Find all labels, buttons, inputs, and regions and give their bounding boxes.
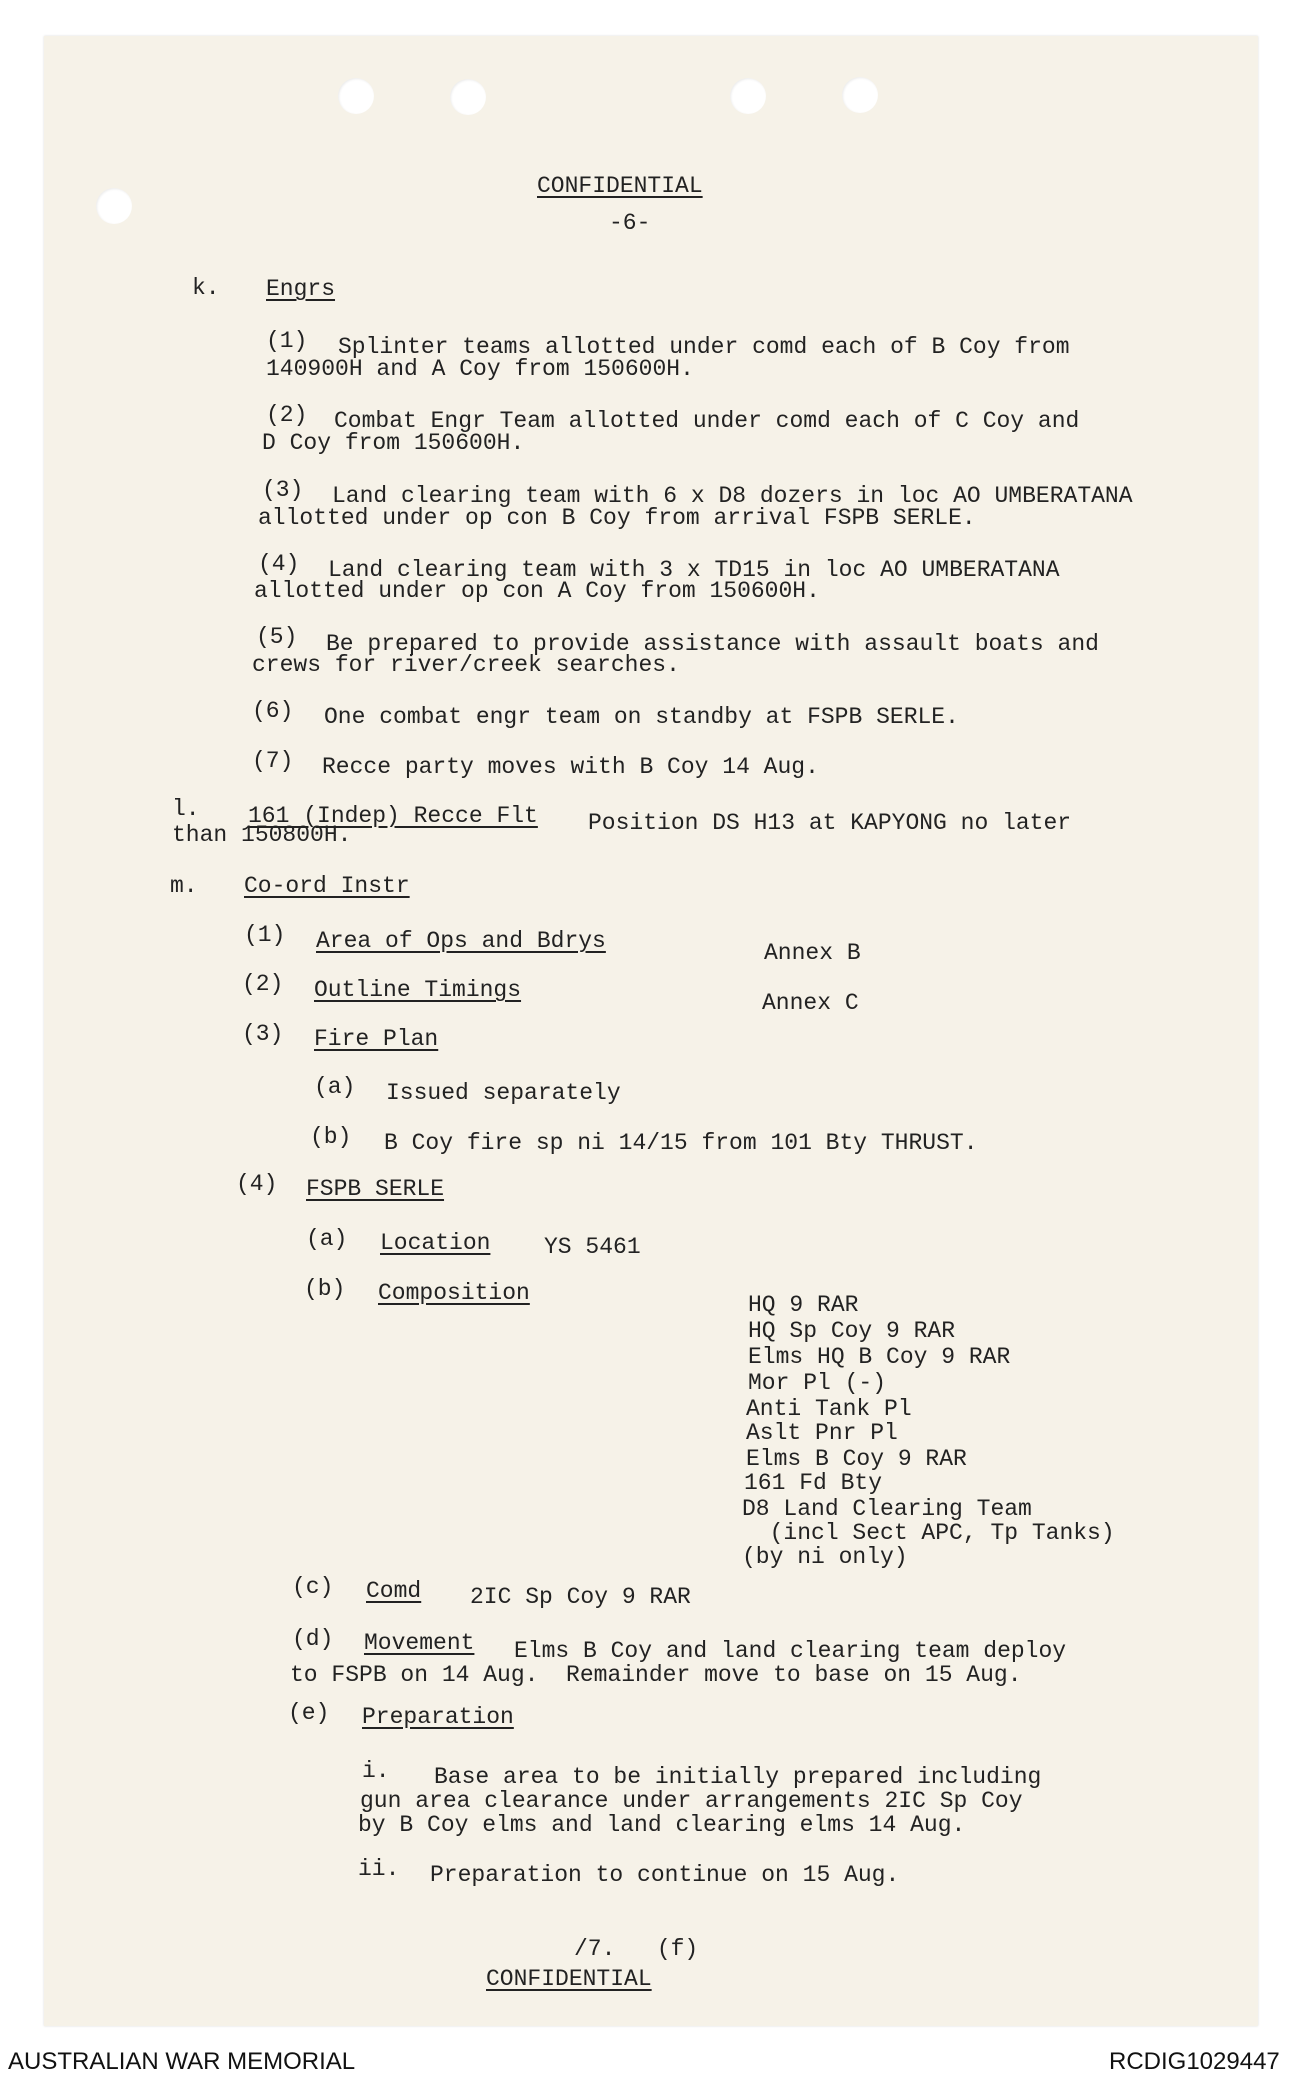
item-text: Land clearing team with 6 x D8 dozers in loc AO UMBERATANA xyxy=(332,483,1133,509)
para-num: ii. xyxy=(358,1856,400,1882)
para-num: i. xyxy=(362,1758,390,1784)
sub-item-num: (a) xyxy=(314,1074,356,1100)
sub-item-num: (a) xyxy=(306,1226,348,1252)
sub-item-text: Elms B Coy and land clearing team deploy xyxy=(514,1638,1067,1664)
item-text: Splinter teams allotted under comd each of B Coy from xyxy=(338,334,1070,360)
sub-item-text: to FSPB on 14 Aug. Remainder move to base on 15 Aug. xyxy=(290,1662,1022,1688)
item-text: 140900H and A Coy from 150600H. xyxy=(266,356,694,382)
composition-item: HQ Sp Coy 9 RAR xyxy=(748,1318,956,1344)
sub-item-title: Preparation xyxy=(362,1704,514,1730)
sub-item-value: YS 5461 xyxy=(544,1234,641,1260)
item-num: (7) xyxy=(252,748,294,774)
composition-item: HQ 9 RAR xyxy=(748,1292,859,1318)
item-text: Recce party moves with B Coy 14 Aug. xyxy=(322,754,819,780)
composition-item: Elms B Coy 9 RAR xyxy=(746,1446,967,1472)
composition-item: Anti Tank Pl xyxy=(746,1396,912,1422)
sub-item-title: Comd xyxy=(366,1578,422,1604)
item-text: Position DS H13 at KAPYONG no later xyxy=(588,810,1072,836)
section-label-k: k. xyxy=(192,275,220,301)
composition-item: 161 Fd Bty xyxy=(744,1470,883,1496)
sub-item-num: (b) xyxy=(310,1124,352,1150)
item-num: (2) xyxy=(266,402,308,428)
sub-item-num: (d) xyxy=(292,1626,334,1652)
section-title-engrs: Engrs xyxy=(266,276,336,302)
item-num: (1) xyxy=(244,922,286,948)
item-num: (3) xyxy=(242,1021,284,1047)
composition-item: Mor Pl (-) xyxy=(748,1370,887,1396)
item-text: allotted under op con B Coy from arrival FSPB SERLE. xyxy=(258,505,976,531)
item-text: than 150800H. xyxy=(172,822,352,848)
sub-item-text: B Coy fire sp ni 14/15 from 101 Bty THRUST. xyxy=(384,1130,978,1156)
sub-item-title: Movement xyxy=(364,1630,475,1656)
continuation-ref: /7. (f) xyxy=(574,1936,699,1962)
sub-item-num: (b) xyxy=(304,1276,346,1302)
annex-ref: Annex C xyxy=(762,990,859,1016)
item-text: Be prepared to provide assistance with assault boats and xyxy=(326,631,1099,657)
punch-hole xyxy=(842,77,878,113)
composition-item: Aslt Pnr Pl xyxy=(746,1420,898,1446)
sub-item-title: Composition xyxy=(378,1280,530,1306)
archive-reference: RCDIG1029447 xyxy=(1109,2048,1280,2075)
item-num: (3) xyxy=(262,477,304,503)
item-text: allotted under op con A Coy from 150600H. xyxy=(254,578,820,604)
composition-item: (incl Sect APC, Tp Tanks) xyxy=(742,1520,1115,1546)
item-text: Combat Engr Team allotted under comd each of C Coy and xyxy=(334,408,1080,434)
punch-hole xyxy=(96,188,132,224)
item-title: Area of Ops and Bdrys xyxy=(316,928,606,954)
classification-footer: CONFIDENTIAL xyxy=(486,1966,652,1992)
sub-item-num: (c) xyxy=(292,1574,334,1600)
item-num: (6) xyxy=(252,698,294,724)
sub-item-text: Issued separately xyxy=(386,1080,621,1106)
item-num: (5) xyxy=(256,624,298,650)
item-text: One combat engr team on standby at FSPB SERLE. xyxy=(324,704,959,730)
section-label-l: l. xyxy=(172,796,200,822)
item-text: D Coy from 150600H. xyxy=(262,430,525,456)
item-title: Fire Plan xyxy=(314,1026,439,1052)
item-title: Outline Timings xyxy=(314,977,522,1003)
item-text: crews for river/creek searches. xyxy=(252,652,680,678)
item-num: (1) xyxy=(266,328,308,354)
composition-item: (by ni only) xyxy=(742,1544,908,1570)
para-text: Base area to be initially prepared including xyxy=(434,1764,1042,1790)
section-title-coord-instr: Co-ord Instr xyxy=(244,873,410,899)
section-title-recce-flt: 161 (Indep) Recce Flt xyxy=(248,803,538,829)
item-num: (4) xyxy=(258,551,300,577)
annex-ref: Annex B xyxy=(764,940,861,966)
item-title: FSPB SERLE xyxy=(306,1176,445,1202)
punch-hole xyxy=(338,78,374,114)
sub-item-title: Location xyxy=(380,1230,491,1256)
composition-item: Elms HQ B Coy 9 RAR xyxy=(748,1344,1011,1370)
composition-item: D8 Land Clearing Team xyxy=(742,1496,1032,1522)
classification-header: CONFIDENTIAL xyxy=(537,173,703,199)
item-num: (4) xyxy=(236,1171,278,1197)
archive-institution: AUSTRALIAN WAR MEMORIAL xyxy=(8,2048,356,2075)
sub-item-value: 2IC Sp Coy 9 RAR xyxy=(470,1584,691,1610)
section-label-m: m. xyxy=(170,873,198,899)
sub-item-num: (e) xyxy=(288,1700,330,1726)
para-text: by B Coy elms and land clearing elms 14 Aug. xyxy=(358,1812,966,1838)
para-text: Preparation to continue on 15 Aug. xyxy=(430,1862,900,1888)
item-text: Land clearing team with 3 x TD15 in loc AO UMBERATANA xyxy=(328,557,1060,583)
punch-hole xyxy=(730,78,766,114)
para-text: gun area clearance under arrangements 2IC Sp Coy xyxy=(360,1788,1023,1814)
page-number: -6- xyxy=(609,210,651,236)
item-num: (2) xyxy=(242,971,284,997)
punch-hole xyxy=(450,79,486,115)
